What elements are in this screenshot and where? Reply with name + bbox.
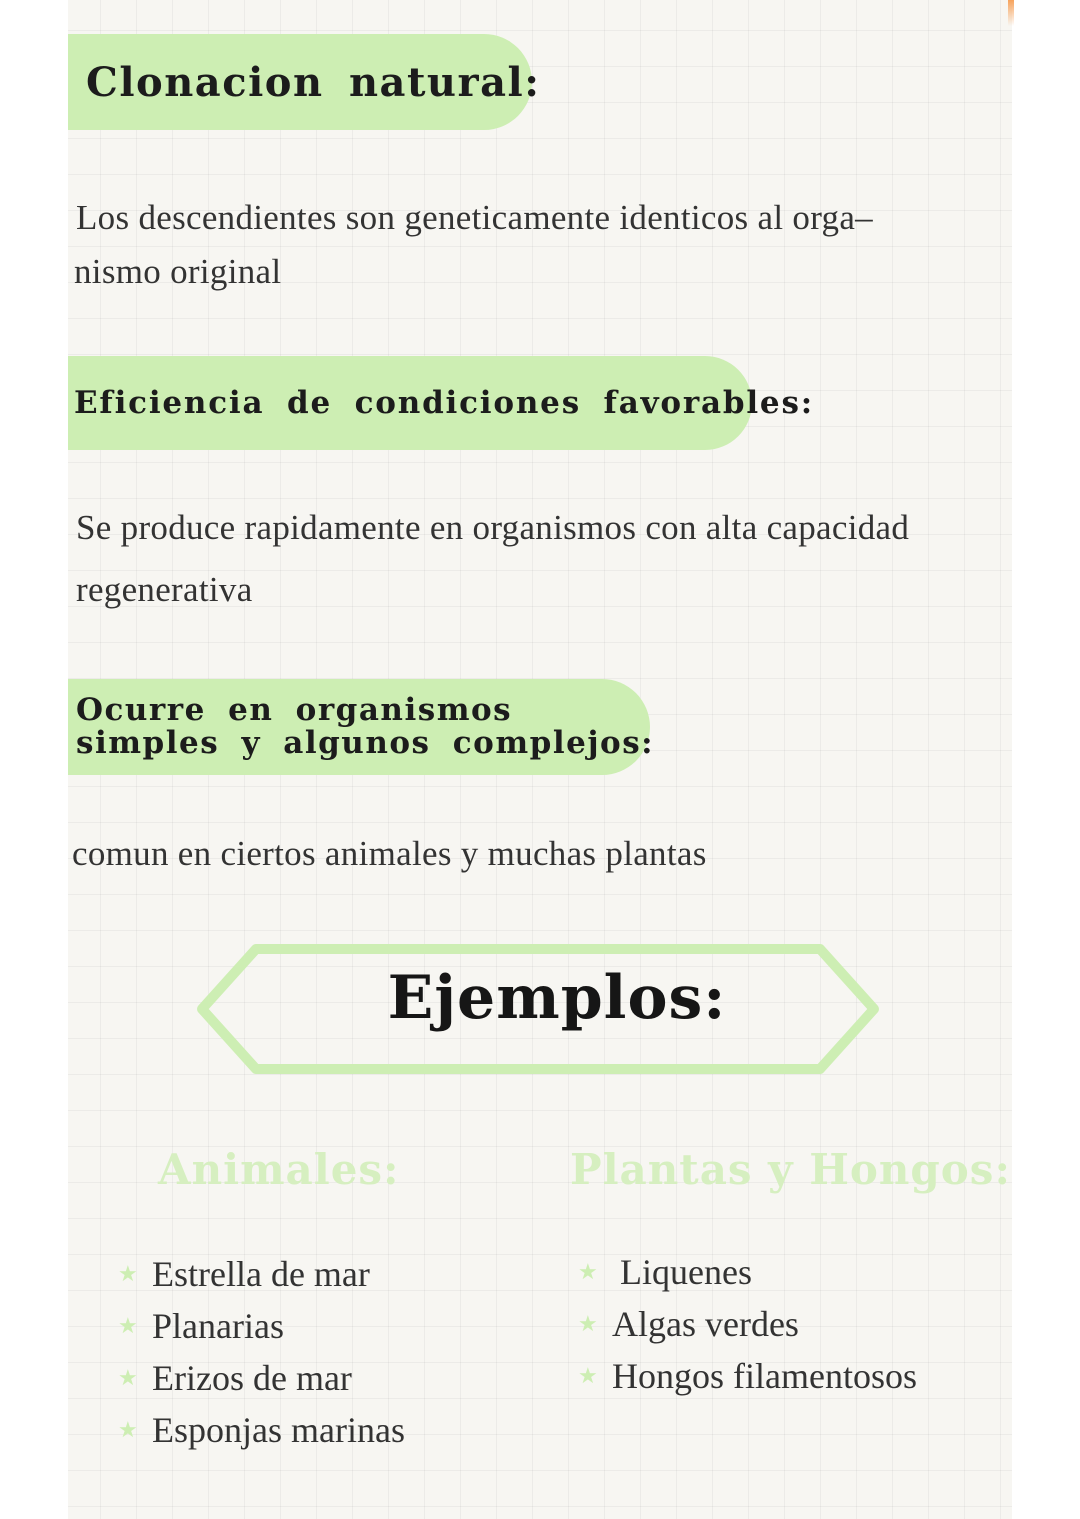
list-item [578, 1298, 917, 1350]
section-text-line: Los descendientes son geneticamente identicos al orga– [76, 198, 873, 237]
section-text-line: comun en ciertos animales y muchas plantas [72, 834, 707, 873]
star-icon: ★ [118, 1261, 138, 1287]
list-item [578, 1350, 917, 1402]
section-heading-ocurre [68, 679, 655, 775]
list-item-label: Estrella de mar [152, 1254, 370, 1294]
list-item [578, 1246, 917, 1298]
star-icon: ★ [118, 1313, 138, 1339]
section-title-line: Ocurre en organismos [76, 692, 513, 728]
list-item [118, 1248, 405, 1300]
section-text-line: Se produce rapidamente en organismos con alta capacidad [76, 508, 910, 547]
animals-heading: Animales: [158, 1145, 400, 1194]
list-item-label: Planarias [152, 1306, 284, 1346]
list-item-label: Esponjas marinas [152, 1410, 405, 1450]
section-title: Eficiencia de condiciones favorables: [74, 385, 814, 421]
section-title: Clonacion natural: [86, 58, 541, 106]
list-item-label: Algas verdes [612, 1304, 799, 1344]
section-text-line: regenerativa [76, 570, 253, 609]
section-title-line: simples y algunos complejos: [76, 725, 655, 761]
list-item-label: Liquenes [620, 1252, 752, 1292]
star-icon: ★ [118, 1417, 138, 1443]
examples-title: Ejemplos: [387, 963, 727, 1033]
page-corner-mark [1008, 0, 1014, 26]
section-heading-clonacion [68, 34, 541, 130]
plants-list [578, 1246, 917, 1402]
list-item [118, 1300, 405, 1352]
star-icon: ★ [578, 1311, 598, 1337]
section-heading-eficiencia [68, 356, 814, 450]
star-icon: ★ [118, 1365, 138, 1391]
section-text-line: nismo original [74, 252, 282, 291]
list-item [118, 1404, 405, 1456]
plants-heading: Plantas y Hongos: [570, 1145, 1011, 1194]
list-item-label: Erizos de mar [152, 1358, 352, 1398]
list-item-label: Hongos filamentosos [612, 1356, 917, 1396]
star-icon: ★ [578, 1259, 598, 1285]
list-item [118, 1352, 405, 1404]
star-icon: ★ [578, 1363, 598, 1389]
animals-list [118, 1248, 405, 1456]
